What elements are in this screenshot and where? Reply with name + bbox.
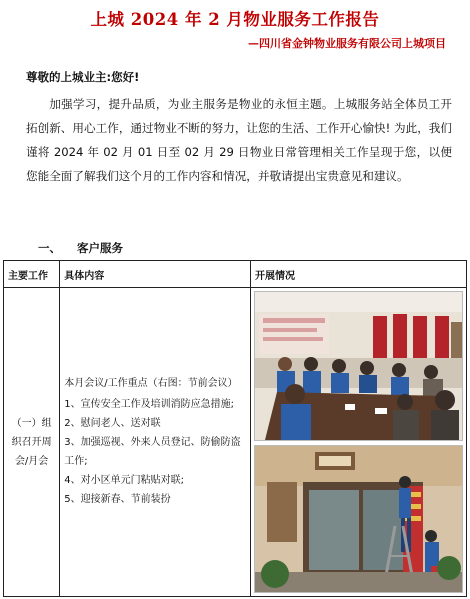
row-content [60,288,251,597]
salutation: 尊敬的上城业主:您好! [26,70,140,84]
header-content: 具体内容 [60,261,251,288]
row-content-item: 5、迎接新春、节前装扮 [64,494,171,505]
section-number: 一、 [38,241,61,255]
work-table [3,260,467,597]
header-main-work: 主要工作 [4,261,60,288]
report-title: 上城 2024 年 2 月物业服务工作报告 [90,10,380,29]
row-content-item: 3、加强巡视、外来人员登记、防偷防盗工作; [64,437,241,467]
table-header-row [4,261,467,288]
row-category: （一）组织召开周会/月会 [4,288,60,597]
row-content-item: 1、宣传安全工作及培训消防应急措施; [64,399,234,410]
report-subtitle: —四川省金钟物业服务有限公司上城项目 [248,37,446,50]
couplet-posting-photo [254,445,463,593]
section-heading [38,240,123,256]
row-content-item: 4、对小区单元门粘贴对联; [64,475,184,486]
row-content-lead: 本月会议/工作重点（右图：节前会议） [64,378,238,389]
intro-paragraph-text: 加强学习，提升品质，为业主服务是物业的永恒主题。上城服务站全体员工开拓创新、用心工作，通过物业不断的努力，让您的生活、工作开心愉快! 为此，我们谨将 2024 年 02 月 01 日至 02 月 29 日物业日常管理相关工作呈现于您，以便您能全面了解我们这个月的工作内容和情况，并敬请提出宝贵意见和建议。 [26,97,452,183]
header-status: 开展情况 [250,261,466,288]
row-content-item: 2、慰问老人、送对联 [64,418,161,429]
table-row [4,288,467,597]
section-title: 客户服务 [77,241,123,255]
intro-paragraph [26,92,452,188]
row-photos [250,288,466,597]
meeting-photo [254,291,463,441]
